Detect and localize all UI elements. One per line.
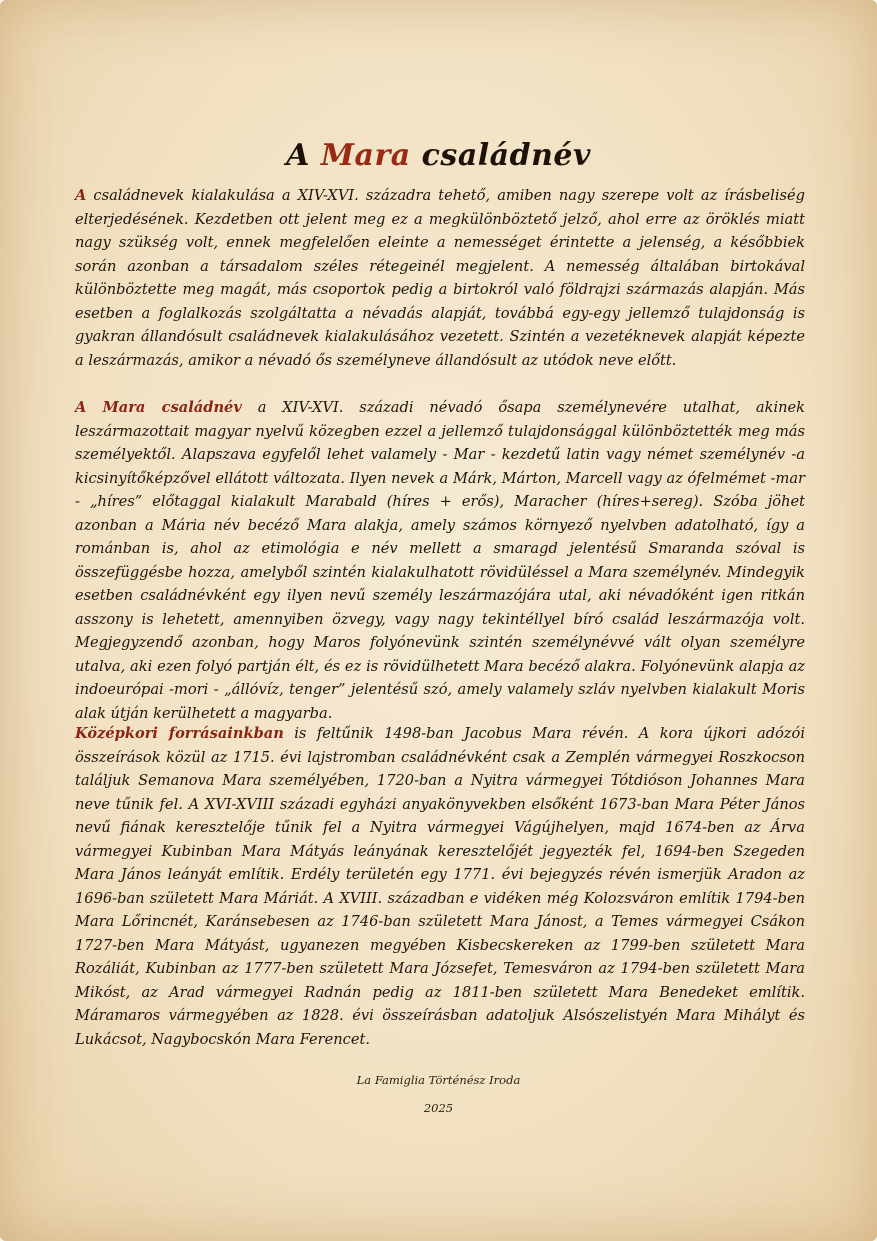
- title-suffix: családnév: [421, 138, 591, 174]
- paragraph-etymology: [75, 396, 805, 725]
- paragraph-body: is feltűnik 1498-ban Jacobus Mara révén. A kora újkori adózói összeírások közül az 1715. évi lajstromban családnévként csak a Zemplén vármegyei Roszkocson találjuk Semanova Mara személyében, 1720-ban a Nyitra vármegyei Tótdióson Johannes Mara neve tűnik fel. A XVI-XVIII századi egyházi anyakönyvekben elsőként 1673-ban Mara Péter János nevű fiának keresztelője tűnik fel a Nyitra vármegyei Vágújhelyen, majd 1674-ben az Árva vármegyei Kubinban Mara Mátyás leányának keresztelőjét jegyezték fel, 1694-ben Szegeden Mara János leányát említik. Erdély területén egy 1771. évi bejegyzés révén ismerjük Aradon az 1696-ban született Mara Máriát. A XVIII. században e vidéken még Kolozsváron említik 1794-ben Mara Lőrincnét, Karánsebesen az 1746-ban született Mara Jánost, a Temes vármegyei Csákon 1727-ben Mara Mátyást, ugyanezen megyében Kisbecskereken az 1799-ben született Mara Rozáliát, Kubinban az 1777-ben született Mara Józsefet, Temesváron az 1794-ben született Mara Mikóst, az Arad vármegyei Radnán pedig az 1811-ben született Mara Benedeket említik. Máramaros vármegyében az 1828. évi összeírásban adatoljuk Alsószelistyén Mara Mihályt és Lukácsot, Nagybocskón Mara Ferencet.: [75, 725, 806, 1048]
- paragraph-lead: Középkori forrásainkban: [75, 725, 284, 742]
- paragraph-introduction: [75, 184, 805, 372]
- title-prefix: A: [286, 138, 310, 174]
- title-surname: Mara: [320, 138, 411, 174]
- paragraph-body: a XIV-XVI. századi névadó ősapa személynevére utalhat, akinek leszármazottait magyar nyelvű közegben ezzel a jellemző tulajdonsággal különböztették meg más személyektől. Alapszava egyfelől lehet valamely - Mar - kezdetű latin vagy német személynév -a kicsinyítőképzővel ellátott változata. Ilyen nevek a Márk, Márton, Marcell vagy az ófelmémet -mar - „híres” előtaggal kialakult Marabald (híres + erős), Maracher (híres+sereg). Szóba jöhet azonban a Mária név becéző Mara alakja, amely számos környező nyelvben adatolható, így a románban is, ahol az etimológia e név mellett a smaragd jelentésű Smaranda szóval is összefüggésbe hozza, amelyből szintén kialakulhatott rövidüléssel a Mara személynév. Mindegyik esetben családnévként egy ilyen nevű személy leszármazójára utal, aki névadóként igen ritkán asszony is lehetett, amennyiben özvegy, vagy nagy tekintéllyel bíró család leszármazója volt. Megjegyzendő azonban, hogy Maros folyónevünk szintén személynévvé vált olyan személyre utalva, aki ezen folyó partján élt, és ez is rövidülhetett Mara becéző alakra. Folyónevünk alapja az indoeurópai -mori - „állóvíz, tenger” jelentésű szó, amely valamely szláv nyelvben kialakult Moris alak útján kerülhetett a magyarba.: [75, 399, 805, 722]
- footer-year: 2025: [423, 1101, 454, 1115]
- paragraph-lead: A Mara családnév: [75, 399, 242, 416]
- paragraph-body: családnevek kialakulása a XIV-XVI. századra tehető, amiben nagy szerepe volt az írásbeliség elterjedésének. Kezdetben ott jelent meg ez a megkülönböztető jelző, ahol erre az öröklés miatt nagy szükség volt, ennek megfelelően eleinte a nemességet érintette a jelenség, a későbbiek során azonban a társadalom széles rétegeinél megjelent. A nemesség általában birtokával különböztette meg magát, más csoportok pedig a birtokról való földrajzi származás alapján. Más esetben a foglalkozás szolgáltatta a névadás alapját, továbbá egy-egy jellemző tulajdonság is gyakran állandósult családnevek kialakulásához vezetett. Szintén a vezetéknevek alapját képezte a leszármazás, amikor a névadó ős személyneve állandósult az utódok neve előtt.: [75, 187, 805, 369]
- paragraph-sources: [75, 722, 805, 1051]
- page-title: [0, 138, 877, 173]
- paragraph-lead: A: [75, 187, 87, 204]
- footer-signature: La Famiglia Történész Iroda: [356, 1073, 521, 1087]
